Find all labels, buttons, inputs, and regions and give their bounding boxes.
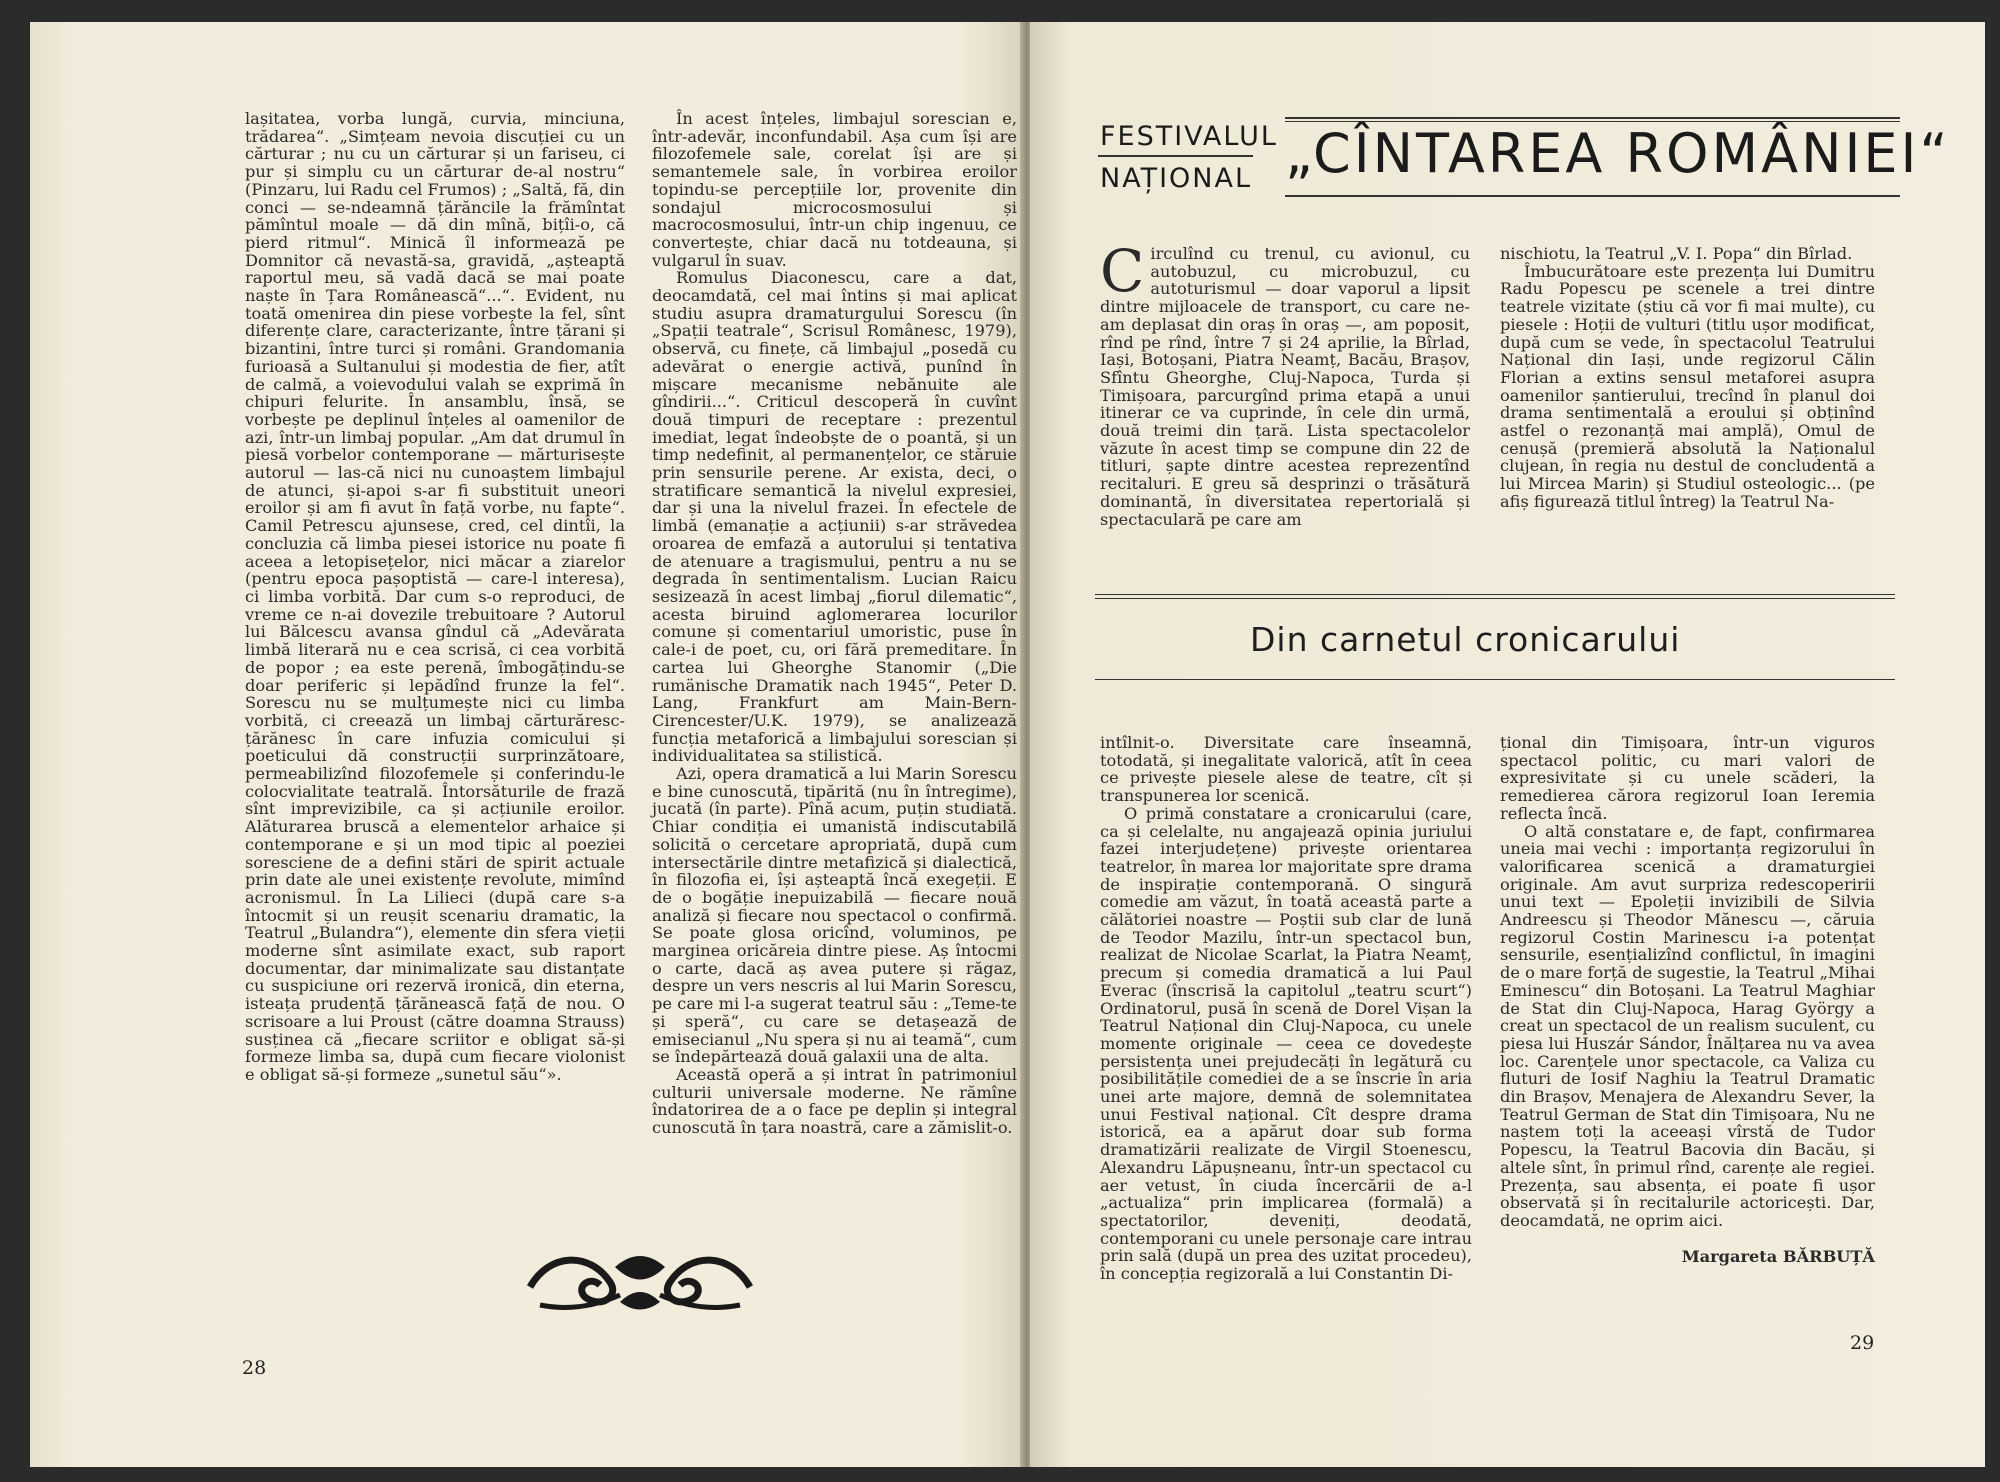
left-column-1 (245, 110, 625, 1084)
section-rule (1095, 598, 1895, 599)
paragraph: Îmbucurătoare este prezența lui Dumitru Radu Popescu pe scenele a trei dintre teatrele vizitate (știu că vor fi mai multe), cu piesele : Hoții de vulturi (titlu ușor modificat, după cum se vede, în spectacolul Teatrului Național din Iași, unde regizorul Călin Florian a extins sensul metaforei asupra oamenilor șantierului, trecînd în planul doi drama sentimentală a eroului și obținînd astfel o rezonanță mai amplă), Omul de cenușă (premieră absolută la Naționalul clujean, în regia nu destul de concludentă a lui Mircea Marin) și Studiul osteologic... (pe afiș figurează titlul întreg) la Teatrul Na- (1500, 261, 1875, 511)
paragraph: Romulus Diaconescu, care a dat, deocamdată, cel mai întins și mai aplicat studiu asupra dramaturgului Sorescu (în „Spații teatrale“, Scrisul Românesc, 1979), observă, cu finețe, că limbajul „posedă cu adevărat o energie activă, punînd în mișcare mecanisme nebănuite ale gîndirii...“. Criticul descoperă în cuvînt două timpuri de receptare : prezentul imediat, legat îndeobște de o poantă, și un timp nedefinit, al permanențelor, ce stăruie prin sensurile perene. Ar exista, deci, o stratificare semantică la nivelul expresiei, dar și una la nivelul frazei. În efectele de limbă (emanație a acțiunii) s-ar străvedea oroarea de emfază a autorului și tentativa de atenuare a tragismului, pentru a nu se degrada în sentimentalism. Lucian Raicu sesizează în acest limbaj „fiorul dilematic“, acesta biruind aglomerarea locurilor comune și comentariul umoristic, puse în cale-i de poet, cu, ori fără premeditare. În cartea lui Gheorghe Stanomir („Die rumänische Dramatik nach 1945“, Peter D. Lang, Frankfurt am Main-Bern-Cirencester/U.K. 1979), se analizează funcția metaforică a limbajului sorescian și individualitatea sa stilistică. (652, 268, 1017, 766)
paragraph: O altă constatare e, de fapt, confirmarea uneia mai vechi : importanța regizorului în valorificarea scenică a dramaturgiei originale. Am avut surpriza redescoperirii unui text — Epoleții invizibili de Silvia Andreescu și Theodor Mănescu —, căruia regizorul Costin Marinescu i-a potențat sensurile, esențializînd conflictul, în imagini de o mare forță de sugestie, la Teatrul „Mihai Eminescu“ din Botoșani. La Teatrul Maghiar de Stat din Cluj-Napoca, Harag György a creat un spectacol de un realism suculent, cu piesa lui Huszár Sándor, Înălțarea nu va avea loc. Carențele unor spectacole, ca Valiza cu fluturi de Iosif Naghiu la Teatrul Dramatic din Brașov, Menajera de Alexandru Sever, la Teatrul German de Stat din Timișoara, Nu ne naștem toți la aceeași vîrstă de Tudor Popescu, la Teatrul Bacovia din Bacău, și altele sînt, în primul rînd, carențe ale regiei. Prezența, sau absența, ei poate fi ușor observată și în recitalurile actoricești. Dar, deocamdată, ne oprim aici. (1500, 821, 1875, 1230)
festival-label-line1: FESTIVALUL (1100, 121, 1278, 152)
left-column-2 (652, 110, 1017, 1137)
paragraph: Azi, opera dramatică a lui Marin Sorescu e bine cunoscută, tipărită (nu în întregime), jucată (în parte). Pînă acum, puțin studiată. Chiar condiția ei umanistă indiscutabilă solicită o cercetare apropriată, după cum intersectările dintre metafizică și dialectică, în filozofia ei, își așteaptă încă exegeții. E de o bogăție inepuizabilă — fiecare nouă analiză și fiecare nou spectacol o confirmă. Se poate glosa oricînd, voluminos, pe marginea oricăreia dintre piese. Aș întocmi o carte, dacă aș avea putere și răgaz, despre un vers nescris al lui Marin Sorescu, pe care mi l-a sugerat teatrul său : „Teme-te și speră“, cu care se detașează de emisecianul „Nu spera și nu ai teamă“, cum se îndepărtează două galaxii una de alta. (652, 764, 1017, 1067)
section-rule (1095, 679, 1895, 680)
paragraph: Circulînd cu trenul, cu avionul, cu autobuzul, cu microbuzul, cu autoturismul — doar vaporul a lipsit dintre mijloacele de transport, cu care ne-am deplasat din oraș în oraș —, am poposit, rînd pe rînd, între 7 și 24 aprilie, la Bîrlad, Iași, Botoșani, Piatra Neamț, Bacău, Brașov, Sfîntu Gheorghe, Cluj-Napoca, Turda și Timișoara, parcurgînd prima etapă a unui itinerar ce va cuprinde, în cele din urmă, două treimi din țară. Lista spectacolelor văzute în acest timp se compune din 22 de titluri, șapte dintre acestea reprezentînd recitaluri. E greu să desprinzi o trăsătură dominantă, în diversitatea repertorială și spectaculară pe care am (1100, 237, 1470, 529)
section-title: Din carnetul cronicarului (1250, 620, 1681, 659)
intro-column-1 (1100, 237, 1470, 529)
body-column-1 (1100, 734, 1472, 1283)
ornament-icon (520, 1247, 760, 1317)
section-rule (1095, 594, 1895, 595)
paragraph: lașitatea, vorba lungă, curvia, minciuna, trădarea“. „Simțeam nevoia discuției cu un cărturar ; nu cu un cărturar și un fariseu, ci pur și simplu cu un cărturar de-al nostru“ (Pinzaru, lui Radu cel Frumos) ; „Saltă, fă, din conci — se-ndeamnă țărăncile la frămîntat pămîntul moale — dă din mînă, bițîi-o, că pierd ritmul“. Minică îl informează pe Domnitor că nevastă-sa, gravidă, „așteaptă raportul meu, să vadă dacă se mai poate naște în Țara Românească“...“. Evident, nu toată omenirea din piese vorbește la fel, sînt diferențe clare, caracterizante, între țărani și bizantini, între turci și români. Grandomania furioasă a Sultanului și modestia de fier, atît de calmă, a voievodului valah se exprimă în chipuri felurite. În ansamblu, însă, se vorbește pe deplinul înțeles al oamenilor de azi, într-un limbaj popular. „Am dat drumul în piesă vorbelor contemporane — mărturisește autorul — las-că nici nu cunoaștem limbajul de atunci, și-apoi s-ar fi substituit uneori eroilor și am fi avut în față vorbe, nu fapte“. Camil Petrescu ajunsese, cred, cel dintîi, la concluzia că limba piesei istorice nu poate fi aceea a letopisețelor, nici măcar a ziarelor (pentru epoca pașoptistă — care-l interesa), ci limba vorbită. Dar cum s-o reproduci, de vreme ce n-ai dovezile trebuitoare ? Autorul lui Bălcescu avansa gîndul că „Adevărata limbă literară nu e cea scrisă, ci cea vorbită de popor ; ea este perenă, îmbogățindu-se doar periferic și lepădînd frunze la fel“. Sorescu nu se mulțumește nici cu limba vorbită, ci creează un limbaj cărturăresc-țărănesc în care infuzia comicului și poeticului dă construcții surprinzătoare, permeabilizînd filozofemele și conferindu-le colocvialitate teatrală. Întorsăturile de frază sînt imprevizibile, ca și acțiunile eroilor. Alăturarea bruscă a elementelor arhaice și contemporane e și un mod tipic al poeziei soresciene de a defini stări de spirit actuale prin date ale unei existențe revolute, mimînd acronismul. În La Lilieci (după care s-a întocmit și un reușit scenariu dramatic, la Teatrul „Bulandra“), elemente din sfera vieții moderne sînt asimilate exact, sub raport documentar, dar minimalizate sau distanțate cu suspiciune ori rezervă ironică, din eterna, isteața prudență țărănească față de nou. O scrisoare a lui Proust (către doamna Strauss) susținea că „fiecare scriitor e obligat să-și formeze limba sa, după cum fiecare violonist e obligat să-și formeze „sunetul său“». (245, 109, 625, 1084)
author-signature: Margareta BĂRBUȚĂ (1681, 1246, 1875, 1266)
festival-label (1100, 122, 1278, 194)
page-title: „CÎNTAREA ROMÂNIEI“ (1285, 122, 1951, 185)
book-spread (30, 22, 1985, 1467)
paragraph: În acest înțeles, limbajul sorescian e, într-adevăr, inconfundabil. Așa cum își are filozofemele sale, corelat își are și semantemele sale, în vorbirea eroilor topindu-se percepțiile lor, provenite din sondajul microcosmosului și macrocosmosului, într-un chip ingenuu, ce convertește, chiar dacă nu totdeauna, și vulgarul în suav. (652, 109, 1017, 270)
paragraph: țional din Timișoara, într-un viguros spectacol politic, cu mari valori de expresivitate și cu unele scăderi, la remedierea cărora regizorul Ioan Ieremia reflecta încă. (1500, 733, 1875, 823)
intro-column-2 (1500, 245, 1875, 511)
paragraph: Această operă a și intrat în patrimoniul culturii universale moderne. Ne rămîne îndatorirea de a o face pe deplin și integral cunoscută în țara noastră, care a zămislit-o. (652, 1064, 1017, 1138)
page-number: 29 (1850, 1332, 1875, 1354)
page-number: 28 (242, 1357, 267, 1379)
paragraph: O primă constatare a cronicarului (care, ca și celelalte, nu angajează opinia juriului fazei interjudețene) privește orientarea teatrelor, în marea lor majoritate spre drama de inspirație contemporană. O singură comedie am văzut, în toată această parte a călătoriei noastre — Poștii sub clar de lună de Teodor Mazilu, într-un spectacol bun, realizat de Nicolae Scarlat, la Piatra Neamț, precum și comedia dramatică a lui Paul Everac (înscrisă la capitolul „teatru scurt“) Ordinatorul, pusă în scenă de Dorel Vișan la Teatrul Național din Cluj-Napoca, cu unele momente originale — ceea ce dovedește persistența unei prejudecăți în legătură cu posibilitățile comediei de a se înscrie în aria unei arte majore, demnă de solemnitatea unui Festival național. Cît despre drama istorică, ea a apărut doar sub forma dramatizării realizate de Virgil Stoenescu, Alexandru Lăpușneanu, într-un spectacol cu aer vetust, în ciuda încercării de a-l „actualiza“ prin implicarea (formală) a spectatorilor, deveniți, deodată, contemporani cu unele personaje care intrau prin sală (după un prea des uzitat procedeu), în concepția regizorală a lui Constantin Di- (1100, 803, 1472, 1284)
heading-rule (1285, 117, 1900, 119)
drop-cap: C (1100, 237, 1145, 305)
festival-label-line2: NAȚIONAL (1100, 163, 1252, 194)
heading-rule (1285, 195, 1900, 197)
heading-rule (1098, 155, 1253, 157)
paragraph: nischiotu, la Teatrul „V. I. Popa“ din Bîrlad. (1500, 244, 1853, 263)
paragraph: intîlnit-o. Diversitate care înseamnă, totodată, și inegalitate valorică, atît în ceea ce privește piesele alese de teatre, cît și transpunerea lor scenică. (1100, 733, 1472, 806)
left-page (30, 22, 1025, 1467)
body-column-2 (1500, 734, 1875, 1265)
